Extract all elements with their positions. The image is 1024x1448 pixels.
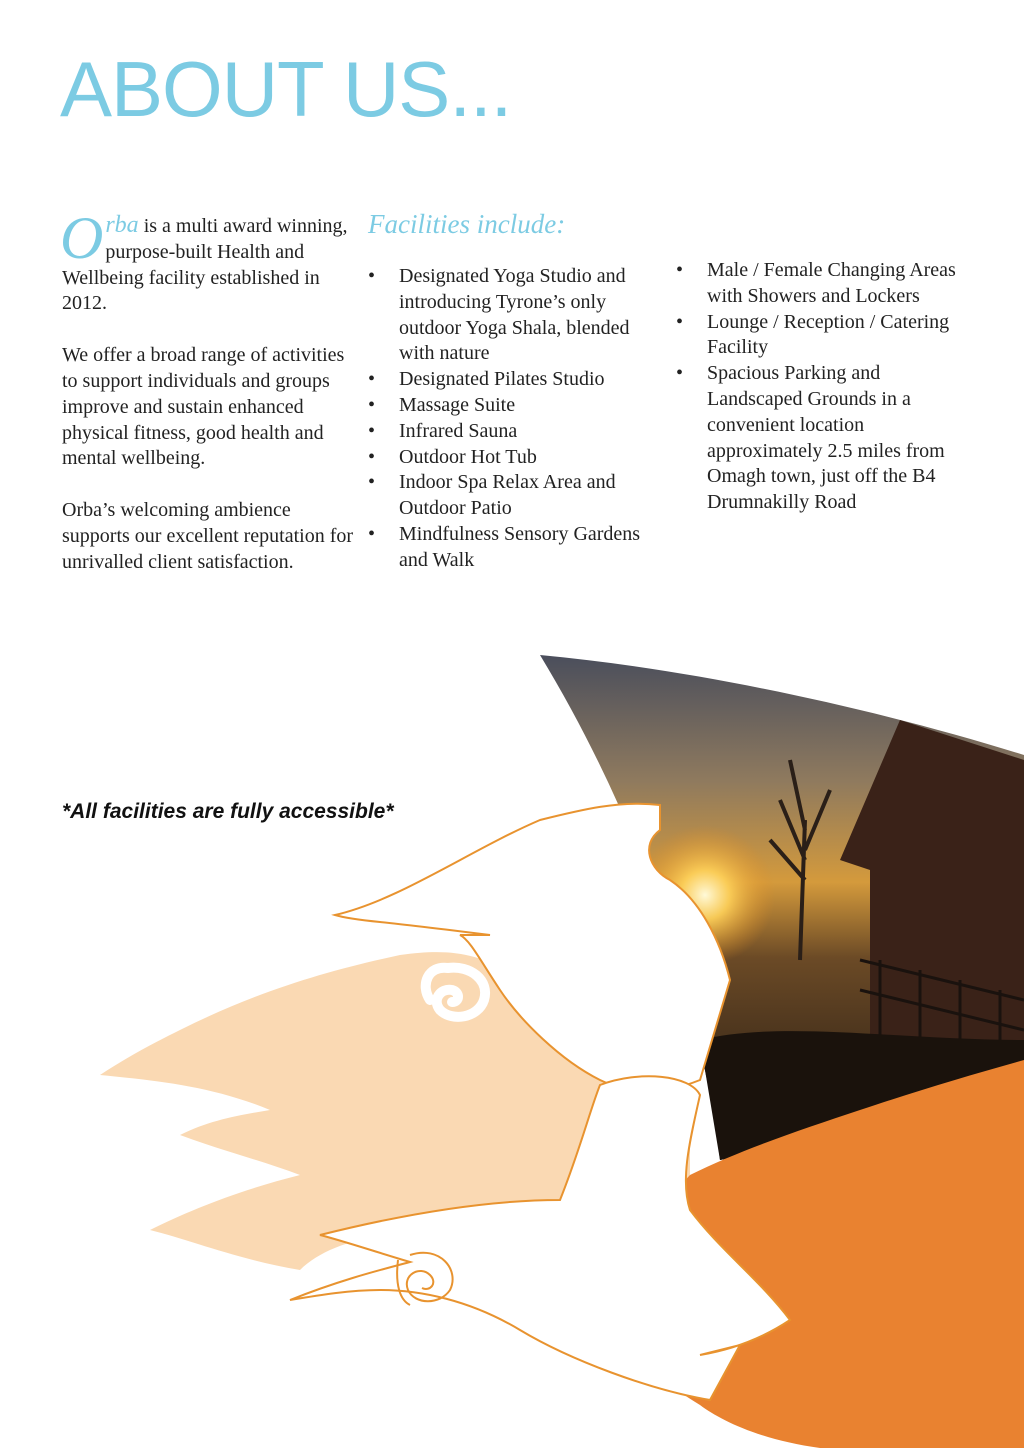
intro-text-1: is a multi award winning, purpose-built Health and Wellbeing facility established in 2012. — [62, 215, 348, 315]
list-item: • Mindfulness Sensory Gardens and Walk — [368, 522, 658, 574]
list-item: • Spacious Parking and Landscaped Grounds in a convenient location approximately 2.5 miles from Omagh town, just off the B4 Drumnakilly Road — [676, 361, 956, 516]
intro-paragraph-2: We offer a broad range of activities to support individuals and groups improve and sustain enhanced physical fitness, good health and mental wellbeing. — [62, 344, 345, 470]
intro-paragraph-1 — [60, 205, 362, 317]
list-item: • Massage Suite — [368, 393, 658, 419]
list-item: • Infrared Sauna — [368, 419, 658, 445]
brand-name-rest: rba — [105, 212, 139, 238]
list-item: • Outdoor Hot Tub — [368, 445, 658, 471]
facilities-column-left — [368, 208, 668, 574]
facilities-column-right — [676, 258, 976, 516]
decorative-artwork — [0, 640, 1024, 1448]
list-item: • Male / Female Changing Areas with Showers and Lockers — [676, 258, 956, 310]
facilities-list-left — [368, 264, 658, 574]
page-title: ABOUT US... — [60, 45, 512, 133]
intro-paragraph-3: Orba’s welcoming ambience supports our excellent reputation for unrivalled client satisfaction. — [62, 499, 354, 573]
list-item: • Indoor Spa Relax Area and Outdoor Patio — [368, 470, 658, 522]
intro-column — [60, 205, 362, 602]
list-item: • Lounge / Reception / Catering Facility — [676, 310, 956, 362]
facilities-heading: Facilities include: — [368, 209, 566, 239]
drop-cap: O — [60, 205, 104, 271]
list-item: • Designated Yoga Studio and introducing Tyrone’s only outdoor Yoga Shala, blended with nature — [368, 264, 658, 367]
facilities-list-right — [676, 258, 956, 516]
list-item: • Designated Pilates Studio — [368, 367, 658, 393]
accessibility-note: *All facilities are fully accessible* — [62, 800, 394, 823]
